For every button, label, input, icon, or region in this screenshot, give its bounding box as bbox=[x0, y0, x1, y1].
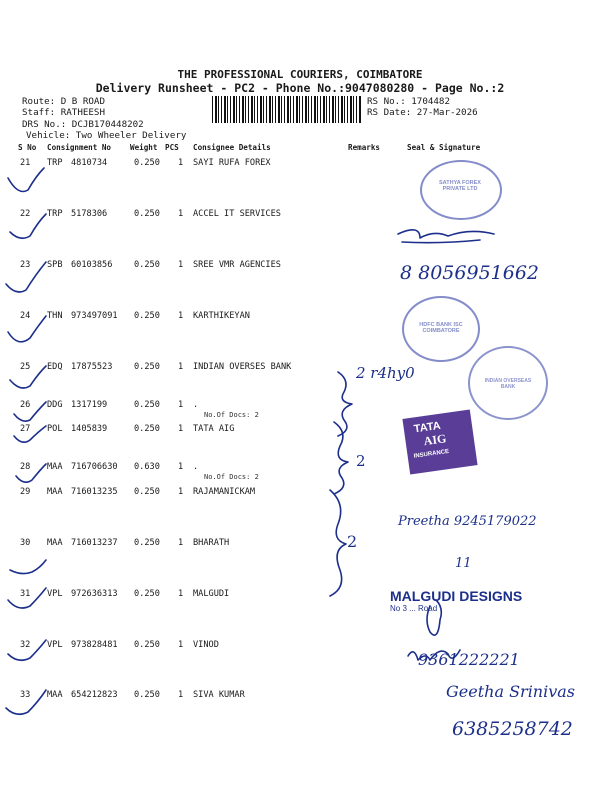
row-number: 1317199 bbox=[71, 400, 108, 410]
row-number: 716013235 bbox=[71, 487, 118, 497]
row-prefix: EDQ bbox=[47, 362, 63, 372]
row-consignee: . bbox=[193, 400, 199, 410]
row-weight: 0.250 bbox=[134, 400, 160, 410]
row-weight: 0.250 bbox=[134, 424, 160, 434]
row-number: 17875523 bbox=[71, 362, 113, 372]
signature-row22 bbox=[398, 230, 494, 243]
row-number: 4810734 bbox=[71, 158, 108, 168]
row-consignee: SREE VMR AGENCIES bbox=[193, 260, 281, 270]
row-prefix: VPL bbox=[47, 640, 63, 650]
row-prefix: DDG bbox=[47, 400, 63, 410]
stamp-text: No 3 ... Road bbox=[390, 604, 438, 613]
row-pcs: 1 bbox=[178, 589, 184, 599]
row-pcs: 1 bbox=[178, 311, 184, 321]
row-number: 716706630 bbox=[71, 462, 118, 472]
tick-mark-row27 bbox=[14, 426, 46, 442]
row-docs-count: No.Of Docs: 2 bbox=[204, 411, 259, 419]
tick-mark-row22 bbox=[10, 214, 46, 238]
handwritten-phone-row23: 8 8056951662 bbox=[400, 262, 540, 284]
row-prefix: THN bbox=[47, 311, 63, 321]
row-sno: 23 bbox=[20, 260, 31, 270]
col-weight: Weight bbox=[130, 143, 158, 152]
col-remarks: Remarks bbox=[348, 143, 381, 152]
row-consignee: INDIAN OVERSES BANK bbox=[193, 362, 292, 372]
stamp-sathya-forex bbox=[420, 160, 502, 220]
col-sno: S No bbox=[18, 143, 37, 152]
row-number: 1405839 bbox=[71, 424, 108, 434]
row-sno: 26 bbox=[20, 400, 31, 410]
row-weight: 0.630 bbox=[134, 462, 160, 472]
row-number: 972636313 bbox=[71, 589, 118, 599]
row-consignee: SIVA KUMAR bbox=[193, 690, 245, 700]
row-consignee: . bbox=[193, 462, 199, 472]
stamp-malgudi-designs bbox=[388, 588, 560, 628]
col-consignment: Consignment No bbox=[47, 143, 112, 152]
stamp-text: TATA bbox=[413, 419, 442, 436]
row-sno: 33 bbox=[20, 690, 31, 700]
col-seal-signature: Seal & Signature bbox=[407, 143, 481, 152]
row-weight: 0.250 bbox=[134, 640, 160, 650]
row-weight: 0.250 bbox=[134, 487, 160, 497]
route-label: Route: D B ROAD bbox=[22, 96, 105, 107]
row-prefix: MAA bbox=[47, 538, 63, 548]
row-sno: 31 bbox=[20, 589, 31, 599]
tick-mark-row28 bbox=[16, 464, 46, 482]
row-weight: 0.250 bbox=[134, 311, 160, 321]
handwritten-phone-row32: 9361222221 bbox=[418, 650, 520, 669]
bracket-row27 bbox=[334, 422, 348, 494]
tick-mark-row32 bbox=[8, 640, 46, 660]
tick-mark-row25 bbox=[10, 366, 46, 388]
bracket-row29 bbox=[330, 490, 346, 596]
stamp-tata-aig bbox=[402, 410, 477, 475]
row-consignee: RAJAMANICKAM bbox=[193, 487, 256, 497]
row-pcs: 1 bbox=[178, 362, 184, 372]
row-pcs: 1 bbox=[178, 538, 184, 548]
row-consignee: KARTHIKEYAN bbox=[193, 311, 250, 321]
stamp-hdfc-bank bbox=[402, 296, 480, 362]
row-weight: 0.250 bbox=[134, 589, 160, 599]
row-number: 716013237 bbox=[71, 538, 118, 548]
row-prefix: SPB bbox=[47, 260, 63, 270]
row-sno: 30 bbox=[20, 538, 31, 548]
handwritten-count-row27: 2 bbox=[356, 452, 366, 470]
handwritten-note-row25: 2 r4hy0 bbox=[356, 364, 415, 382]
row-pcs: 1 bbox=[178, 462, 184, 472]
row-sno: 29 bbox=[20, 487, 31, 497]
stamp-indian-overseas-bank bbox=[468, 346, 548, 420]
row-pcs: 1 bbox=[178, 424, 184, 434]
row-weight: 0.250 bbox=[134, 260, 160, 270]
rs-number: RS No.: 1704482 bbox=[367, 96, 450, 107]
rs-date: RS Date: 27-Mar-2026 bbox=[367, 107, 478, 118]
row-prefix: VPL bbox=[47, 589, 63, 599]
row-consignee: ACCEL IT SERVICES bbox=[193, 209, 281, 219]
row-weight: 0.250 bbox=[134, 209, 160, 219]
row-pcs: 1 bbox=[178, 158, 184, 168]
row-sno: 21 bbox=[20, 158, 31, 168]
stamp-text: AIG bbox=[422, 431, 448, 449]
row-number: 973497091 bbox=[71, 311, 118, 321]
staff-label: Staff: RATHEESH bbox=[22, 107, 105, 118]
row-sno: 27 bbox=[20, 424, 31, 434]
row-prefix: POL bbox=[47, 424, 63, 434]
row-pcs: 1 bbox=[178, 260, 184, 270]
row-number: 654212823 bbox=[71, 690, 118, 700]
tick-mark-row33 bbox=[6, 690, 46, 714]
col-consignee: Consignee Details bbox=[193, 143, 271, 152]
tick-mark-row31 bbox=[8, 588, 46, 608]
stamp-text: INDIAN OVERSEAS BANK bbox=[484, 378, 532, 390]
row-pcs: 1 bbox=[178, 690, 184, 700]
tick-mark-row21 bbox=[8, 168, 44, 192]
row-consignee: SAYI RUFA FOREX bbox=[193, 158, 271, 168]
row-consignee: VINOD bbox=[193, 640, 219, 650]
row-prefix: MAA bbox=[47, 462, 63, 472]
stamp-text: INSURANCE bbox=[413, 448, 450, 460]
row-prefix: TRP bbox=[47, 158, 63, 168]
company-title: THE PROFESSIONAL COURIERS, COIMBATORE bbox=[177, 68, 423, 81]
runsheet-title: Delivery Runsheet - PC2 - Phone No.:9047080280 - Page No.:2 bbox=[95, 81, 505, 95]
tick-mark-row23 bbox=[6, 262, 46, 292]
handwritten-phone-row33: 6385258742 bbox=[452, 718, 573, 740]
tick-mark-row24 bbox=[8, 316, 46, 342]
row-docs-count: No.Of Docs: 2 bbox=[204, 473, 259, 481]
bracket-row25 bbox=[338, 372, 352, 436]
row-sno: 22 bbox=[20, 209, 31, 219]
handwritten-count-row30: 2 bbox=[347, 532, 358, 551]
tick-mark-row30 bbox=[10, 560, 46, 574]
handwritten-signature-row33: Geetha Srinivas bbox=[446, 682, 576, 701]
stamp-text: SATHYA FOREX PRIVATE LTD bbox=[439, 180, 481, 192]
drs-label: DRS No.: DCJB170448202 bbox=[22, 119, 144, 130]
stamp-text: HDFC BANK ISC COIMBATORE bbox=[419, 322, 463, 334]
row-prefix: MAA bbox=[47, 487, 63, 497]
row-number: 973828481 bbox=[71, 640, 118, 650]
row-pcs: 1 bbox=[178, 487, 184, 497]
row-sno: 25 bbox=[20, 362, 31, 372]
row-weight: 0.250 bbox=[134, 158, 160, 168]
handwritten-marks-row30: 11 bbox=[455, 556, 472, 571]
row-sno: 32 bbox=[20, 640, 31, 650]
row-weight: 0.250 bbox=[134, 538, 160, 548]
row-pcs: 1 bbox=[178, 209, 184, 219]
row-weight: 0.250 bbox=[134, 690, 160, 700]
tick-mark-row26 bbox=[14, 402, 46, 421]
row-number: 5178306 bbox=[71, 209, 108, 219]
row-sno: 28 bbox=[20, 462, 31, 472]
stamp-text: MALGUDI DESIGNS bbox=[390, 588, 523, 604]
row-number: 60103856 bbox=[71, 260, 113, 270]
row-weight: 0.250 bbox=[134, 362, 160, 372]
row-consignee: TATA AIG bbox=[193, 424, 235, 434]
row-consignee: MALGUDI bbox=[193, 589, 230, 599]
row-sno: 24 bbox=[20, 311, 31, 321]
row-pcs: 1 bbox=[178, 400, 184, 410]
handwritten-name-phone-row29: Preetha 9245179022 bbox=[398, 514, 537, 529]
vehicle-label: Vehicle: Two Wheeler Delivery bbox=[26, 130, 187, 141]
row-consignee: BHARATH bbox=[193, 538, 230, 548]
row-pcs: 1 bbox=[178, 640, 184, 650]
row-prefix: MAA bbox=[47, 690, 63, 700]
row-prefix: TRP bbox=[47, 209, 63, 219]
col-pcs: PCS bbox=[165, 143, 179, 152]
